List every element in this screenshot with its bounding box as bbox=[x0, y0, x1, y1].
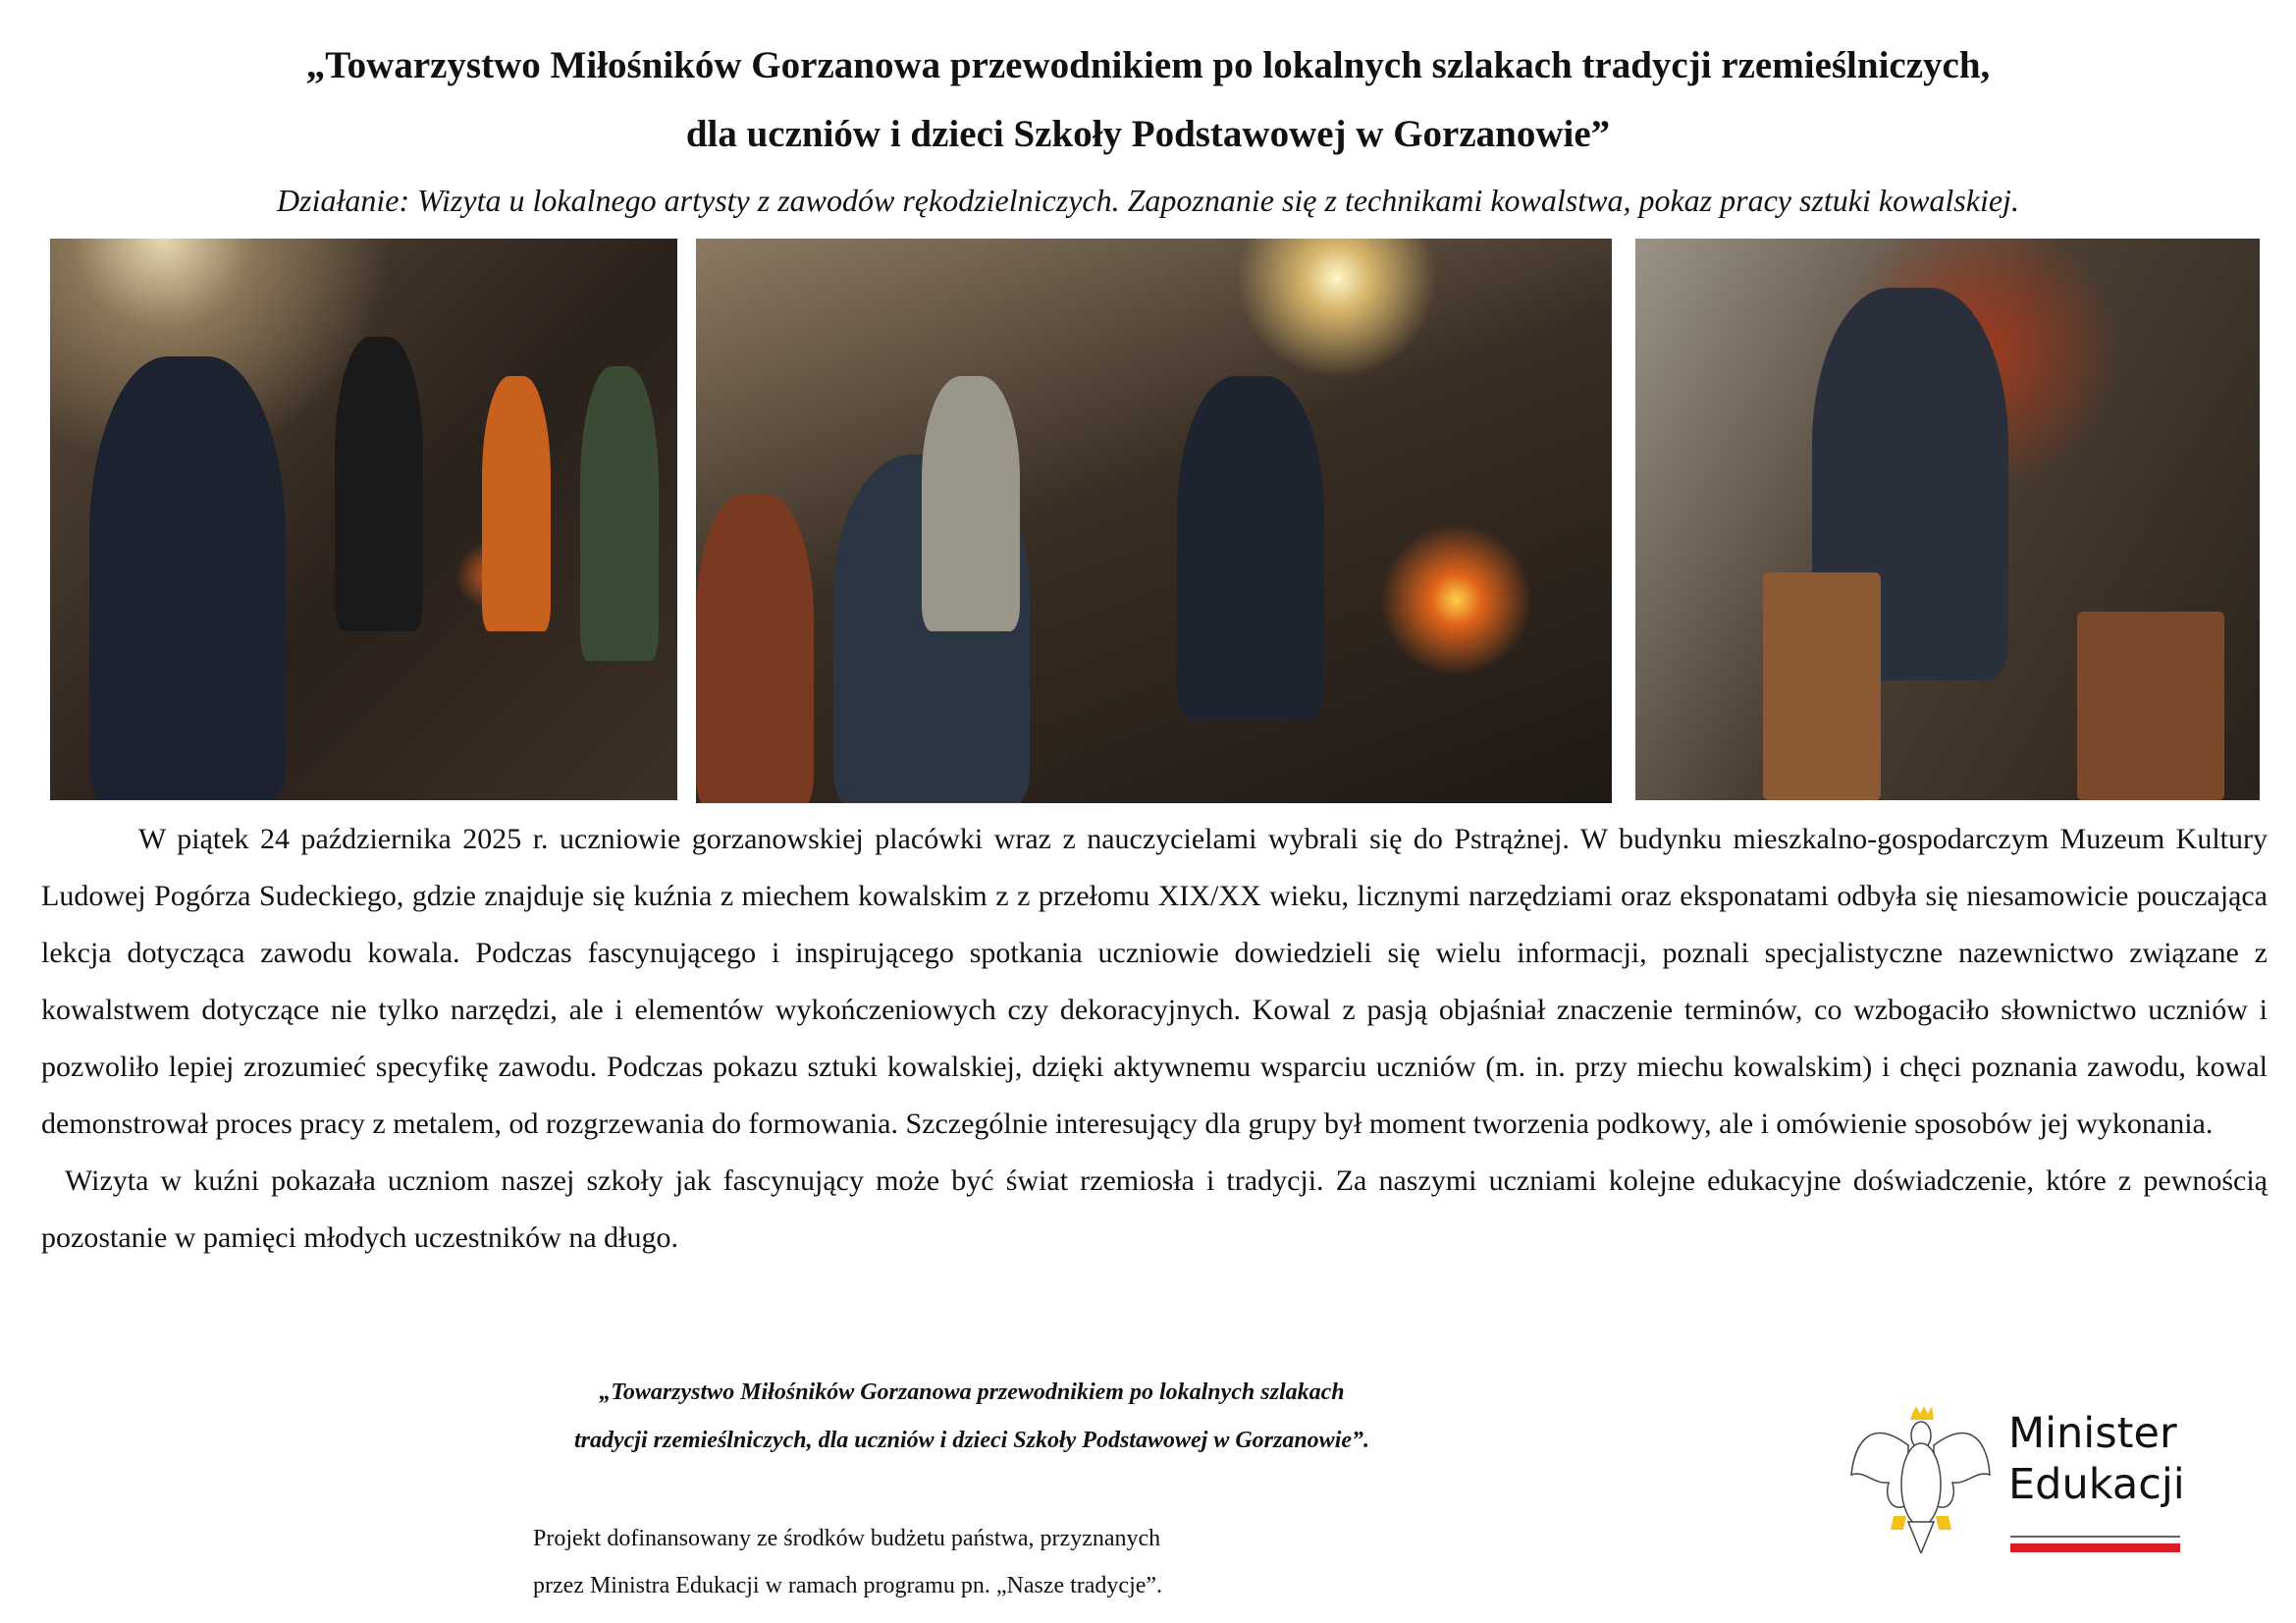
funding-note bbox=[533, 1515, 1162, 1609]
funding-note-line: Projekt dofinansowany ze środków budżetu państwa, przyznanych bbox=[533, 1526, 1161, 1551]
page-title-line-1: „Towarzystwo Miłośników Gorzanowa przewodnikiem po lokalnych szlakach tradycji rzemieślniczych, bbox=[305, 44, 1991, 86]
logo-line-edukacji: Edukacji bbox=[2008, 1460, 2185, 1509]
logo-wordmark bbox=[2008, 1408, 2185, 1510]
project-title-line: „Towarzystwo Miłośników Gorzanowa przewodnikiem po lokalnych szlakach bbox=[599, 1380, 1345, 1405]
article-paragraph: Wizyta w kuźni pokazała uczniom naszej szkoły jak fascynujący może być świat rzemiosła i tradycji. Za naszymi uczniami kolejne edukacyjne doświadczenie, które z pewnością pozostanie w pamięci młodych uczestników na długo. bbox=[41, 1164, 2268, 1254]
logo-divider bbox=[2010, 1536, 2180, 1538]
white-eagle-emblem-icon bbox=[1849, 1406, 1992, 1553]
project-title bbox=[471, 1369, 1472, 1465]
article-paragraph: W piątek 24 października 2025 r. uczniowie gorzanowskiej placówki wraz z nauczycielami wybrali się do Pstrążnej. W budynku mieszkalno-gospodarczym Muzeum Kultury Ludowej Pogórza Sudeckiego, gdzie znajduje się kuźnia z miechem kowalskim z z przełomu XIX/XX wieku, licznymi narzędziami oraz eksponatami odbyła się niesamowicie pouczająca lekcja dotycząca zawodu kowala. Podczas fascynującego i inspirującego spotkania uczniowie dowiedzieli się wielu informacji, poznali specjalistyczne nazewnictwo związane z kowalstwem dotyczące nie tylko narzędzi, ale i elementów wykończeniowych czy dekoracyjnych. Kowal z pasją objaśniał znaczenie terminów, co wzbogaciło słownictwo uczniów i pozwoliło lepiej zrozumieć specyfikę zawodu. Podczas pokazu sztuki kowalskiej, dzięki aktywnemu wsparciu uczniów (m. in. przy miechu kowalskim) i chęci poznania zawodu, kowal demonstrował proces pracy z metalem, od rozgrzewania do formowania. Szczególnie interesujący dla grupy był moment tworzenia podkowy, ale i omówienie sposobów jej wykonania. bbox=[41, 823, 2268, 1140]
article-body bbox=[41, 811, 2268, 1267]
project-title-line: tradycji rzemieślniczych, dla uczniów i dzieci Szkoły Podstawowej w Gorzanowie”. bbox=[573, 1428, 1370, 1453]
logo-red-stripe bbox=[2010, 1543, 2180, 1552]
funding-note-line: przez Ministra Edukacji w ramach programu pn. „Nasze tradycje”. bbox=[533, 1573, 1163, 1598]
logo-line-minister: Minister bbox=[2008, 1409, 2177, 1458]
page-title-line-2: dla uczniów i dzieci Szkoły Podstawowej w Gorzanowie” bbox=[685, 113, 1611, 155]
photo-group-with-blacksmith bbox=[50, 239, 677, 800]
photo-forge-demonstration bbox=[696, 239, 1612, 803]
photo-blacksmith-at-anvil bbox=[1635, 239, 2260, 800]
activity-subtitle: Działanie: Wizyta u lokalnego artysty z zawodów rękodzielniczych. Zapoznanie się z technikami kowalstwa, pokaz pracy sztuki kowalskiej. bbox=[277, 183, 2019, 218]
minister-edukacji-logo bbox=[1849, 1406, 2183, 1553]
